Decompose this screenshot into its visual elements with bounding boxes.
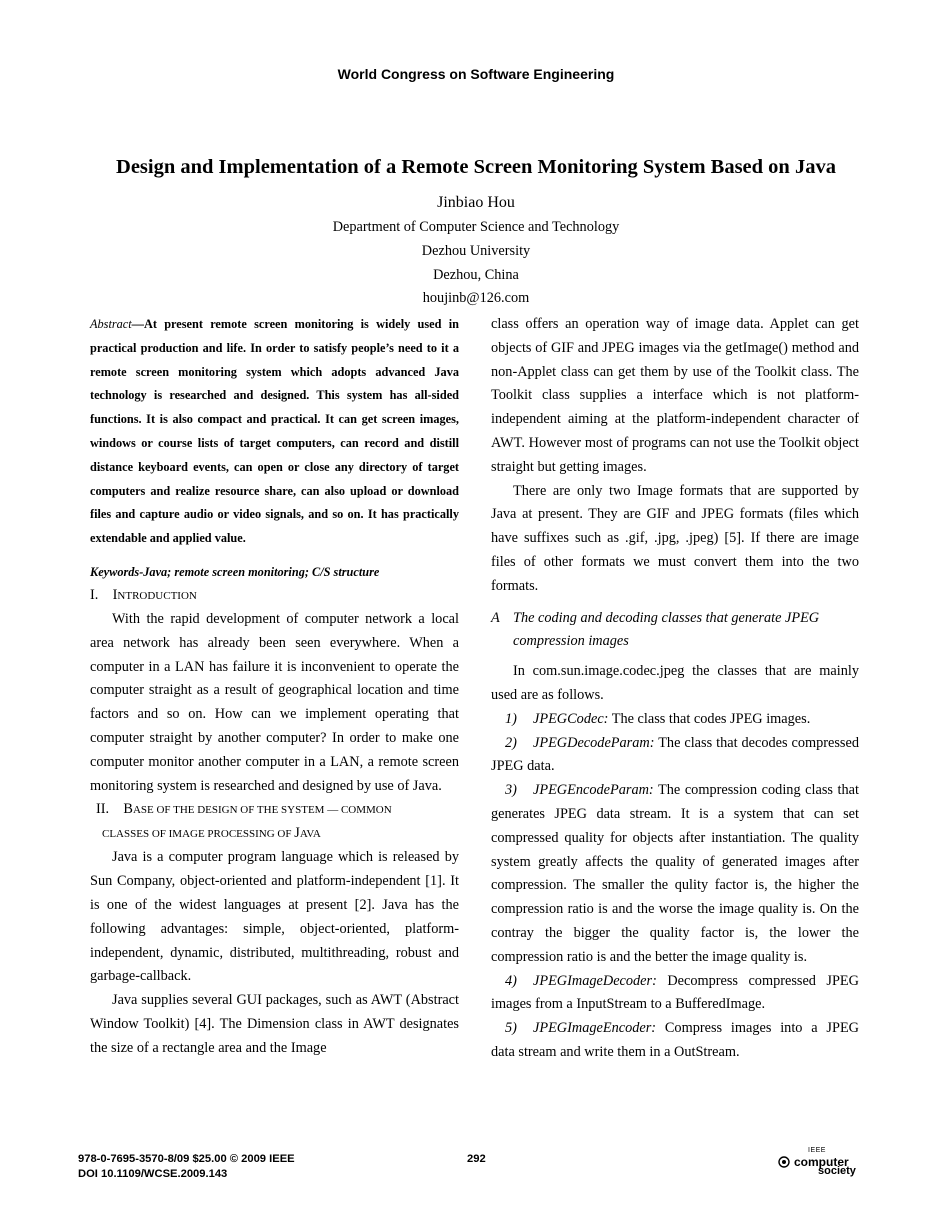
computer-society-icon [778,1156,790,1168]
keywords: Keywords-Java; remote screen monitoring; C/S structure [90,564,380,579]
image-formats-paragraph: There are only two Image formats that are supported by Java at present. They are GIF and JPEG formats (files which have suffixes such as .gif, .jpg, .jpeg) [5]. If there are image files of other formats we must convert them into the two formats. [491,482,859,594]
logo-ieee-text: IEEE [808,1147,826,1154]
list-item: 4) JPEGImageDecoder: Decompress compressed JPEG images from a InputStream to a BufferedImage. [491,972,859,1013]
affiliation-location: Dezhou, China [433,267,519,283]
subsection-heading-a: A The coding and decoding classes that generate JPEG compression images [491,609,820,650]
list-item: 1) JPEGCodec: The class that codes JPEG images. [505,710,811,727]
list-item: 3) JPEGEncodeParam: The compression coding class that generates JPEG data stream. It is a system that can set compressed quality for objects after instantiation. The quality system greatly affects the quality of generated images after compression. The smaller the qulity factor is, the higher the compression ratio is and the worse the image quality is. On the contray the bigger the quality factor is, the lower the compression ratio is and the better the image quality is. [491,782,859,965]
abstract-label: Abstract [90,317,132,331]
abstract-text: At present remote screen monitoring is widely used in practical production and life. In order to satisfy people’s need to it a remote screen monitoring system which adopts advanced Java technology is researched and designed. This system has all-sided functions. It is also compact and practical. It can get screen images, windows or course lists of target computers, can record and distill distance keyboard events, can open or close any directory of target computers and realize resource share, can also upload or download files and capture audio or video signals, and so on. It has practically extendable and applied value. [90,317,459,546]
list-item: 5) JPEGImageEncoder: Compress images into a JPEG data stream and write them in a OutStream. [491,1020,860,1060]
gui-paragraph: Java supplies several GUI packages, such as AWT (Abstract Window Toolkit) [4]. The Dimension class in AWT designates the size of a rectangle area and the Image [90,992,459,1056]
abstract [90,313,459,551]
footer-doi: DOI 10.1109/WCSE.2009.143 [78,1168,228,1180]
logo-computer-text: computer [794,1155,849,1169]
classes-intro: In com.sun.image.codec.jpeg the classes that are mainly used are as follows. [491,663,859,703]
affiliation-department: Department of Computer Science and Technology [332,219,620,235]
author-name: Jinbiao Hou [437,194,515,211]
footer-isbn: 978-0-7695-3570-8/09 $25.00 © 2009 IEEE [78,1153,295,1165]
gui-paragraph-continued: class offers an operation way of image data. Applet can get objects of GIF and JPEG images via the getImage() method and non-Applet class can get them by use of the Toolkit class. The Toolkit class supplies a interface which is not platform-independent aiming at the platform-independent character of AWT. However most of programs can not use the Toolkit object straight but getting images. [491,316,859,475]
introduction-paragraph: With the rapid development of computer network a local area network has already been seen everywhere. When a computer in a LAN has failure it is inconvenient to operate the computer straight as a result of geographical location and time factors and so on. How can we implement operating that computer straight by another computer? In order to make one computer monitor another computer in a LAN, a remote screen monitoring system is researched and designed by use of Java. [90,610,459,794]
left-column [90,313,459,1061]
logo-society-text: society [818,1165,856,1177]
section-heading-introduction: I. INTRODUCTION [90,586,197,603]
right-column [491,313,859,1065]
section-heading-base-line2: CLASSES OF IMAGE PROCESSING OF JAVA [102,825,321,842]
conference-header: World Congress on Software Engineering [337,66,615,82]
computer-society-logo [778,1148,860,1178]
paper-title: Design and Implementation of a Remote Screen Monitoring System Based on Java [116,156,836,178]
page-number: 292 [467,1153,486,1165]
footer-copyright [78,1152,295,1182]
author-email: houjinb@126.com [422,290,530,306]
list-item: 2) JPEGDecodeParam: The class that decodes compressed JPEG data. [491,734,859,775]
affiliation-university: Dezhou University [421,243,531,259]
java-paragraph: Java is a computer program language which is released by Sun Company, object-oriented and platform-independent [1]. It is one of the widest languages at present [2]. Java has the following advantages: simple, object-oriented, platform-independent, dynamic, distributed, multithreading, robust and garbage-callback. [90,849,459,985]
abstract-dash: — [131,317,144,331]
section-heading-base: II. BASE OF THE DESIGN OF THE SYSTEM — COMMON [96,801,392,818]
